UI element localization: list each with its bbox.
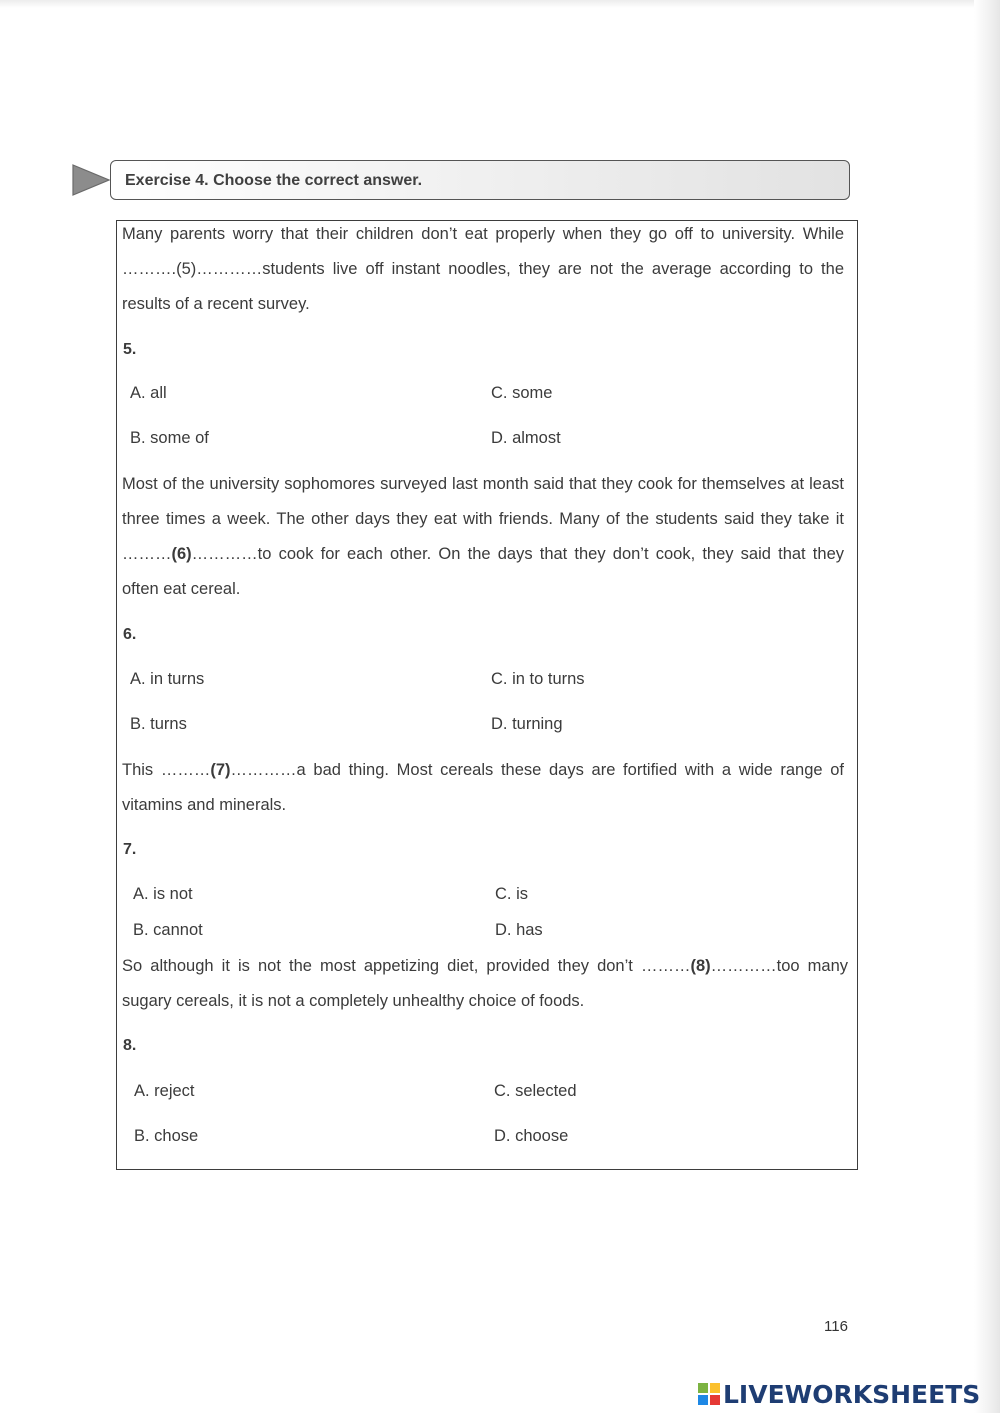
exercise-content-box <box>116 220 858 1170</box>
option-c[interactable]: C. selected <box>494 1082 577 1100</box>
page-top-shadow <box>0 0 1000 8</box>
play-arrow-icon <box>72 163 110 197</box>
option-b[interactable]: B. chose <box>134 1127 199 1145</box>
passage-paragraph-2 <box>122 467 844 607</box>
gap-number: (7) <box>210 761 231 779</box>
option-c[interactable]: C. some <box>491 384 553 402</box>
option-d[interactable]: D. almost <box>491 429 561 447</box>
option-b[interactable]: B. some of <box>130 429 209 447</box>
gap-number: (8) <box>690 957 711 975</box>
passage-text: …………to cook for each other. On the days that they don’t cook, they said that they often eat cereal. <box>122 545 844 598</box>
option-b[interactable]: B. cannot <box>133 921 203 939</box>
page-number: 116 <box>824 1318 848 1335</box>
question-number: 8. <box>123 1037 137 1054</box>
exercise-title: Exercise 4. Choose the correct answer. <box>125 172 423 189</box>
question-number: 7. <box>123 841 137 858</box>
passage-text: Many parents worry that their children don’t eat properly when they go off to university. While ……….(5)…………students live off instant noodles, they are not the average according to the results of a recent survey. <box>122 225 844 313</box>
option-a[interactable]: A. is not <box>133 885 193 903</box>
gap-number: (6) <box>171 545 192 563</box>
passage-text: This ……… <box>122 761 211 779</box>
passage-paragraph-3 <box>122 753 844 823</box>
passage-text: …………too many sugary cereals, it is not a completely unhealthy choice of foods. <box>122 957 848 1010</box>
option-d[interactable]: D. has <box>495 921 543 939</box>
passage-text: Most of the university sophomores surveyed last month said that they cook for themselves at least three times a week. The other days they eat with friends. Many of the students said they take it ……… <box>122 475 844 563</box>
option-d[interactable]: D. turning <box>491 715 563 733</box>
page-edge-shadow <box>974 0 1000 1413</box>
option-c[interactable]: C. in to turns <box>491 670 585 688</box>
passage-text: So although it is not the most appetizing diet, provided they don’t ……… <box>122 957 691 975</box>
question-number: 5. <box>123 341 137 358</box>
exercise-header <box>110 160 850 200</box>
option-a[interactable]: A. all <box>130 384 167 402</box>
passage-paragraph-4 <box>122 949 848 1019</box>
option-a[interactable]: A. reject <box>134 1082 195 1100</box>
option-b[interactable]: B. turns <box>130 715 187 733</box>
option-c[interactable]: C. is <box>495 885 528 903</box>
passage-text: …………a bad thing. Most cereals these days are fortified with a wide range of vitamins and minerals. <box>122 761 844 814</box>
liveworksheets-logo-icon <box>697 1382 721 1406</box>
brand-logo[interactable] <box>697 1378 980 1410</box>
option-a[interactable]: A. in turns <box>130 670 205 688</box>
passage-paragraph-1 <box>122 217 844 322</box>
brand-name: LIVEWORKSHEETS <box>723 1379 981 1409</box>
option-d[interactable]: D. choose <box>494 1127 569 1145</box>
question-number: 6. <box>123 626 137 643</box>
